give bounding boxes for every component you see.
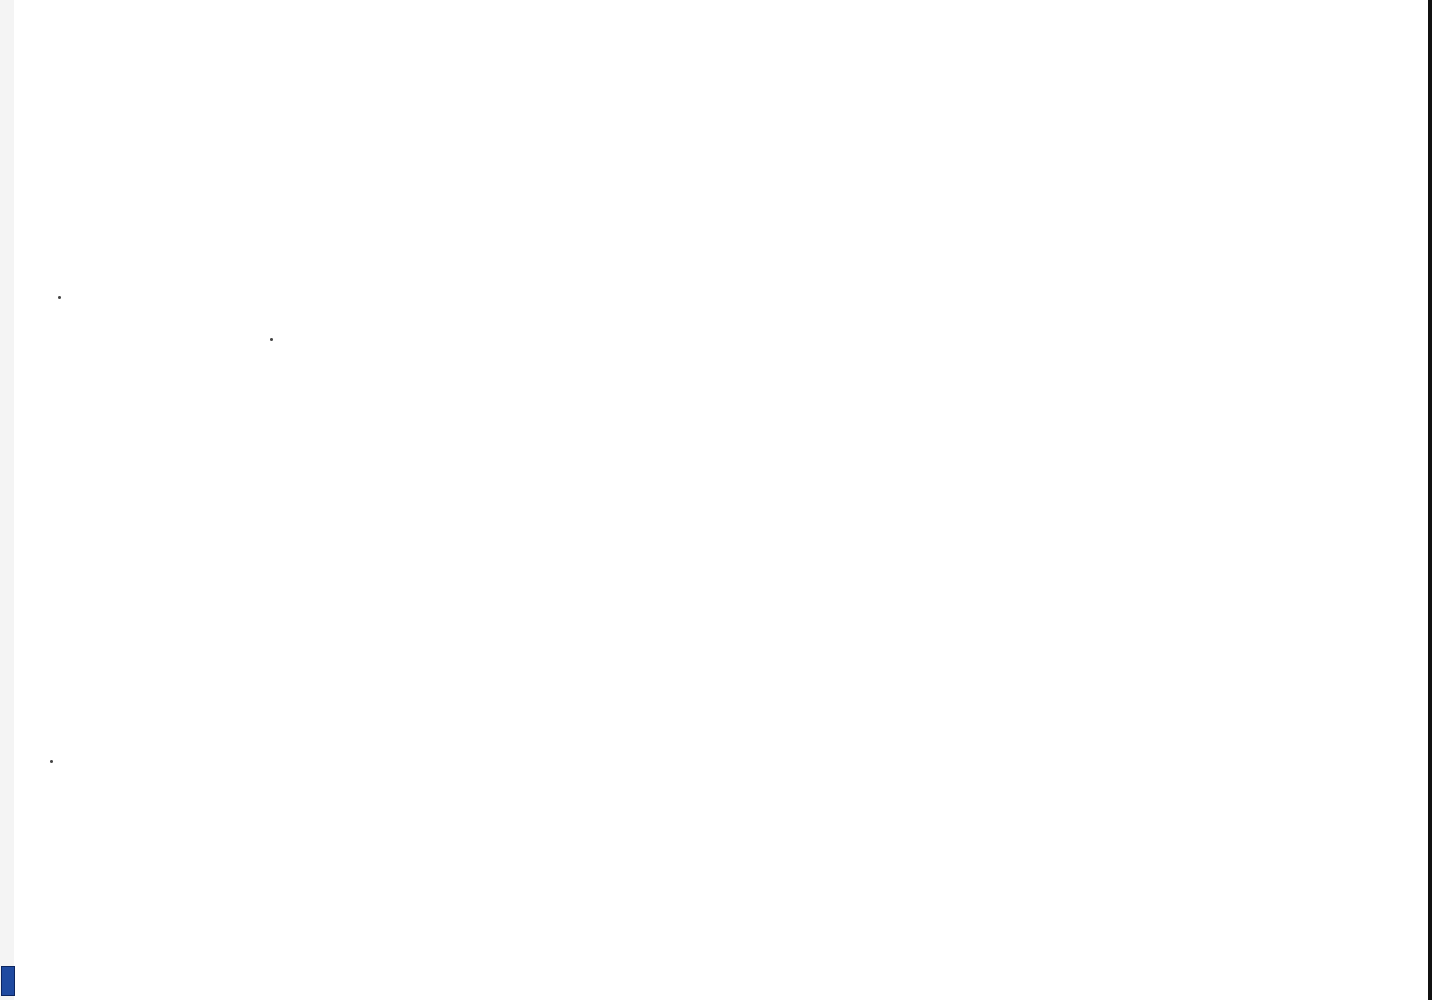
scan-speck: [270, 338, 273, 341]
funding-note: [0, 602, 14, 1000]
page-header: [1352, 270, 1372, 990]
document-page: [442, 270, 1372, 990]
scan-edge: [1428, 0, 1432, 1000]
scan-speck: [50, 760, 53, 763]
dfg-logo-icon: [1, 966, 15, 996]
scan-speck: [58, 296, 61, 299]
